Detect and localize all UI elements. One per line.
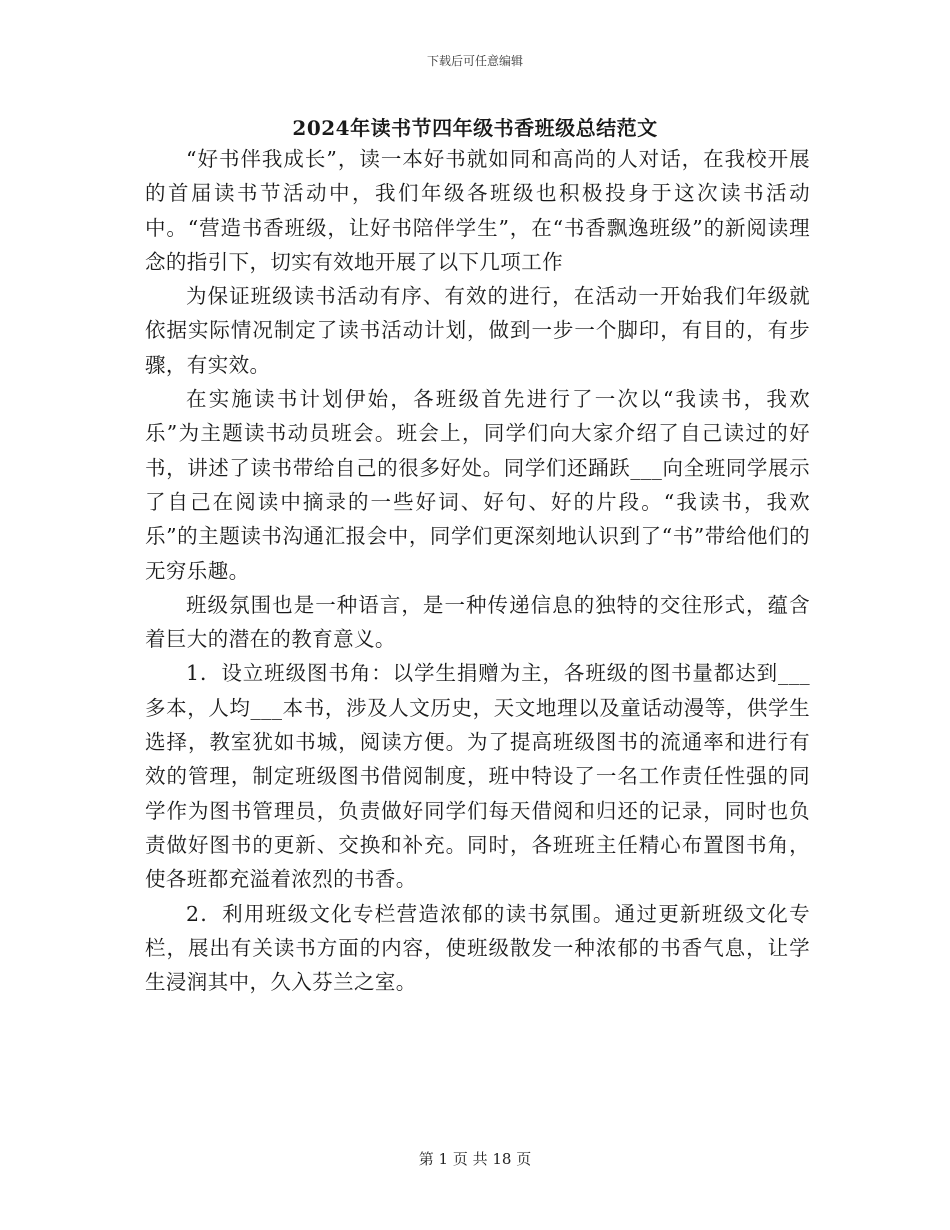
paragraph: 班级氛围也是一种语言，是一种传递信息的独特的交往形式，蕴含着巨大的潜在的教育意义。 [145,592,810,652]
paragraph: 1．设立班级图书角：以学生捐赠为主，各班级的图书量都达到___多本，人均___本书，涉及人文历史，天文地理以及童话动漫等，供学生选择，教室犹如书城，阅读方便。为了提高班级图书的流通率和进行有效的管理，制定班级图书借阅制度，班中特设了一名工作责任性强的同学作为图书管理员，负责做好同学们每天借阅和归还的记录，同时也负责做好图书的更新、交换和补充。同时，各班班主任精心布置图书角，使各班都充溢着浓烈的书香。 [145,661,810,892]
document-title: 2024年读书节四年级书香班级总结范文 [292,116,658,140]
page-header-note: 下载后可任意编辑 [426,54,523,68]
document-body [145,142,810,999]
paragraph: 2．利用班级文化专栏营造浓郁的读书氛围。通过更新班级文化专栏，展出有关读书方面的内容，使班级散发一种浓郁的书香气息，让学生浸润其中，久入芬兰之室。 [145,901,810,995]
paragraph: “好书伴我成长”，读一本好书就如同和高尚的人对话，在我校开展的首届读书节活动中，我们年级各班级也积极投身于这次读书活动中。“营造书香班级，让好书陪伴学生”，在“书香飘逸班级”的新阅读理念的指引下，切实有效地开展了以下几项工作 [145,147,810,274]
paragraph: 为保证班级读书活动有序、有效的进行，在活动一开始我们年级就依据实际情况制定了读书活动计划，做到一步一个脚印，有目的，有步骤，有实效。 [145,284,810,377]
page-number: 第 1 页 共 18 页 [418,1150,532,1168]
paragraph: 在实施读书计划伊始，各班级首先进行了一次以“我读书，我欢乐”为主题读书动员班会。班会上，同学们向大家介绍了自己读过的好书，讲述了读书带给自己的很多好处。同学们还踊跃___向全班同学展示了自己在阅读中摘录的一些好词、好句、好的片段。“我读书，我欢乐”的主题读书沟通汇报会中，同学们更深刻地认识到了“书”带给他们的无穷乐趣。 [145,387,810,583]
